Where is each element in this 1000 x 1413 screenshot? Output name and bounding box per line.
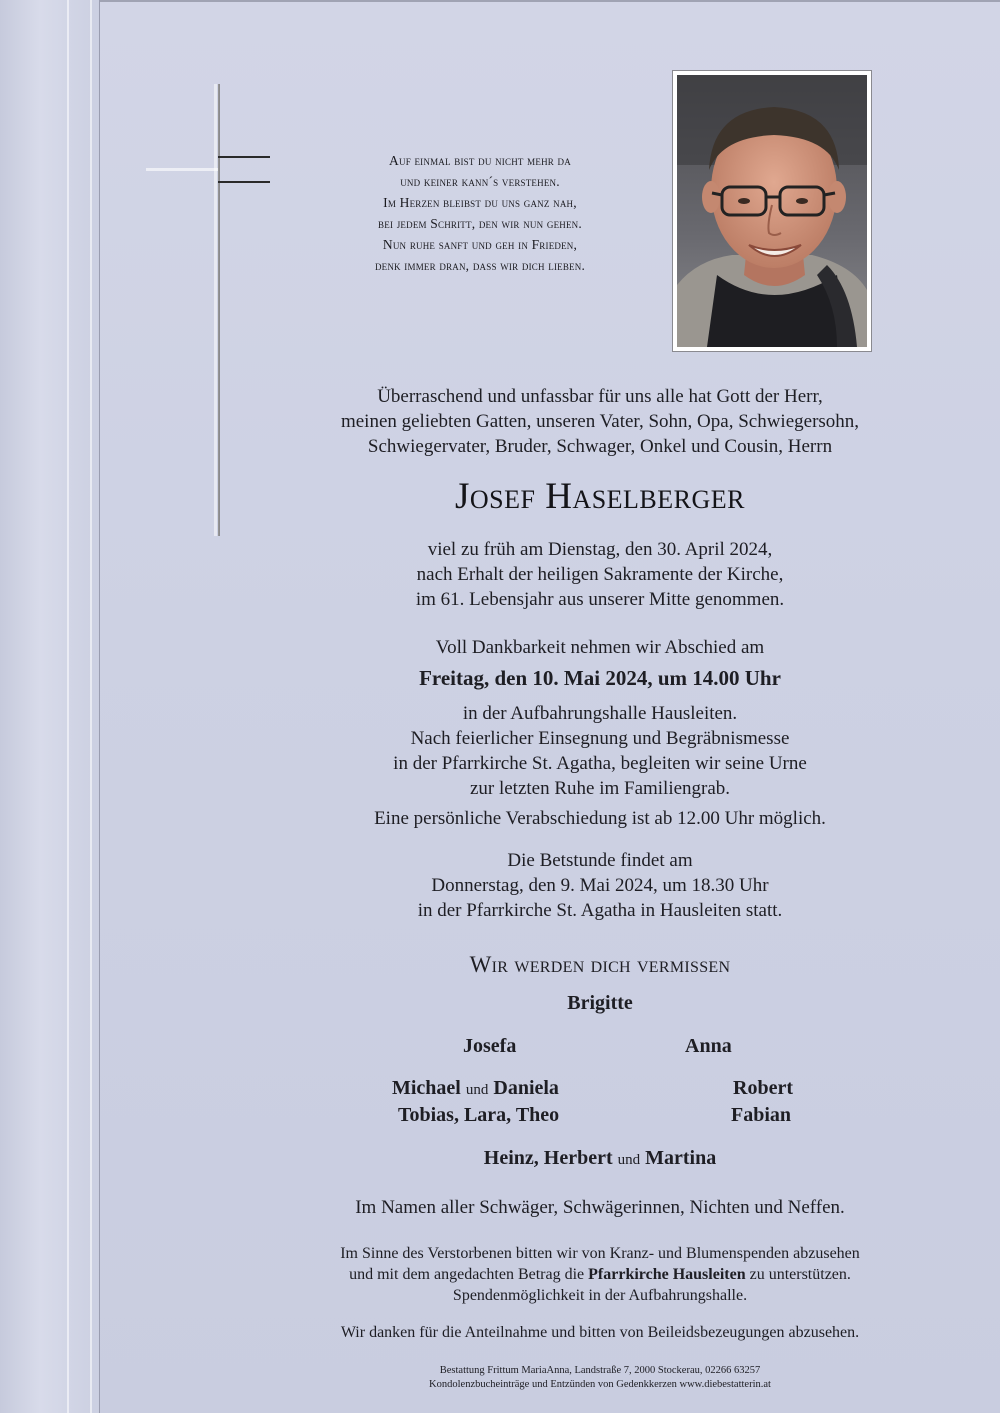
family-grandchildren-1: Tobias, Lara, Theo [398,1104,560,1126]
farewell-detail-line: in der Pfarrkirche St. Agatha, begleiten wir seine Urne [393,753,807,774]
cross-horizontal-bottom [218,181,270,183]
poem-line: Nun ruhe sanft und geh in Frieden, [382,237,578,252]
family-group-2-b: Fabian [731,1104,792,1126]
family-und: und [465,1082,489,1098]
family-und: und [617,1152,641,1168]
portrait-illustration [677,75,867,347]
donation-line: Spendenmöglichkeit in der Aufbahrungshalle. [452,1287,748,1304]
footer-line: Bestattung Frittum MariaAnna, Landstraße 7, 2000 Stockerau, 02266 63257 [439,1365,761,1376]
farewell-detail-line: zur letzten Ruhe im Familiengrab. [469,778,731,799]
donation-text-pre: und mit dem angedachten Betrag die [349,1266,589,1283]
donation-recipient: Pfarrkirche Hausleiten [588,1266,746,1283]
family-name: Daniela [493,1077,559,1099]
poem-line: Im Herzen bleibst du uns ganz nah, [383,195,577,210]
farewell-details [200,701,1000,801]
death-info [200,537,1000,612]
prayer-hour-line: Die Betstunde findet am [507,850,693,871]
death-info-line: im 61. Lebensjahr aus unserer Mitte genommen. [415,589,785,610]
family-child-1: Josefa [463,1035,517,1057]
thanks-line: Wir danken für die Anteilnahme und bitten von Beileidsbezeugungen abzusehen. [340,1324,860,1341]
deceased-name: Josef Haselberger [454,476,745,517]
family-group-2-a: Robert [733,1077,793,1099]
poem-line: bei jedem Schritt, den wir nun gehen. [378,216,582,231]
cross-horizontal-top [218,156,270,158]
farewell-intro: Voll Dankbarkeit nehmen wir Abschied am [435,637,765,658]
poem-line: und keiner kann´s verstehen. [400,174,560,189]
cross-shadow [214,84,217,536]
family-child-2: Anna [685,1035,732,1057]
relatives-line: Im Namen aller Schwäger, Schwägerinnen, Nichten und Neffen. [355,1197,845,1218]
intro-line: meinen geliebten Gatten, unseren Vater, Sohn, Opa, Schwiegersohn, [340,411,860,432]
intro-text [200,384,1000,459]
cross-highlight [146,168,218,171]
poem-line: denk immer dran, dass wir dich lieben. [374,258,586,273]
intro-line: Schwiegervater, Bruder, Schwager, Onkel und Cousin, Herrn [367,436,833,457]
family-wife: Brigitte [567,992,633,1014]
top-edge [0,0,1000,2]
donation-text [200,1243,1000,1306]
family-name: Michael [392,1077,461,1099]
strip-edge [99,0,100,1413]
personal-farewell: Eine persönliche Verabschiedung ist ab 12.00 Uhr möglich. [374,808,826,829]
prayer-hour-line: Donnerstag, den 9. Mai 2024, um 18.30 Uhr [431,875,769,896]
family-name: Martina [645,1147,717,1169]
prayer-hour-line: in der Pfarrkirche St. Agatha in Hausleiten statt. [417,900,783,921]
footer [200,1364,1000,1392]
death-info-line: viel zu früh am Dienstag, den 30. April 2024, [427,539,773,560]
farewell-detail-line: Nach feierlicher Einsegnung und Begräbnismesse [410,728,790,749]
cross-vertical [218,84,220,536]
donation-line [200,1264,1000,1285]
intro-line: Überraschend und unfassbar für uns alle hat Gott der Herr, [377,386,823,407]
death-info-line: nach Erhalt der heiligen Sakramente der Kirche, [416,564,784,585]
strip-line [90,0,92,1413]
poem [290,150,670,276]
strip-line [67,0,69,1413]
family-siblings [200,1147,1000,1170]
donation-line: Im Sinne des Verstorbenen bitten wir von Kranz- und Blumenspenden abzusehen [340,1245,860,1262]
portrait-photo [672,70,872,352]
poem-line: Auf einmal bist du nicht mehr da [389,153,571,168]
farewell-detail-line: in der Aufbahrungshalle Hausleiten. [462,703,738,724]
miss-heading: Wir werden dich vermissen [469,952,731,977]
donation-text-post: zu unterstützen. [745,1266,851,1283]
left-border-strip [0,0,100,1413]
family-group-1 [392,1077,559,1100]
farewell-date: Freitag, den 10. Mai 2024, um 14.00 Uhr [419,666,781,690]
prayer-hour [200,848,1000,923]
family-name: Heinz, Herbert [483,1147,613,1169]
footer-line: Kondolenzbucheinträge und Entzünden von Gedenkkerzen www.diebestatterin.at [429,1379,771,1390]
